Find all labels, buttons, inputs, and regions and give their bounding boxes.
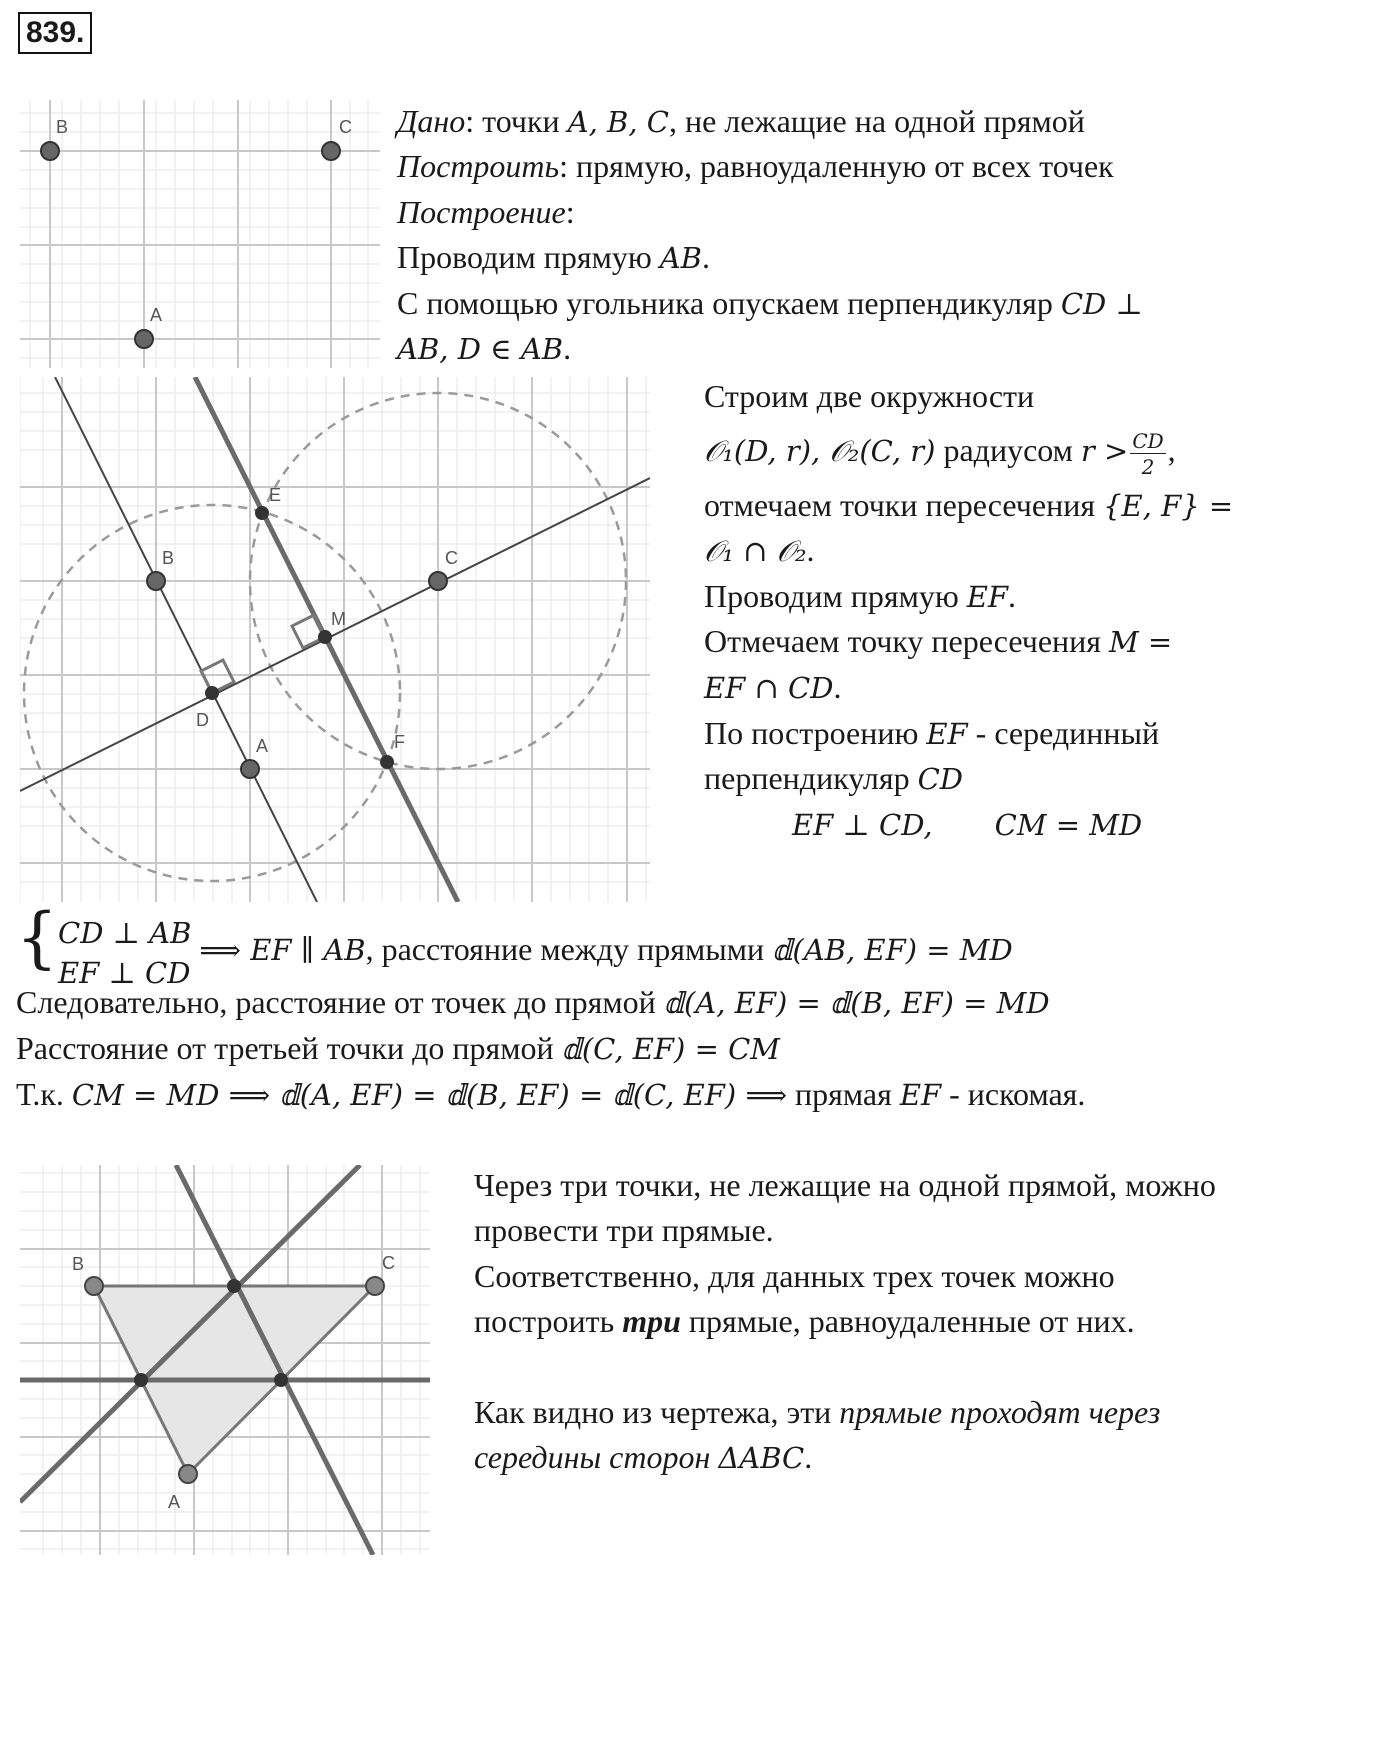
text-construction-line: Построение: xyxy=(397,194,575,230)
label-e: E xyxy=(269,485,282,505)
point-c xyxy=(366,1277,384,1295)
text-three-lines-cont: провести три прямые. xyxy=(474,1212,774,1248)
system-of-conditions: CD ⊥ AB EF ⊥ CD xyxy=(58,915,192,990)
label-d: D xyxy=(196,710,209,730)
text-three-equidistant: построить три прямые, равноудаленные от них. xyxy=(474,1303,1135,1339)
point-d xyxy=(205,686,219,700)
label-m: M xyxy=(331,609,346,629)
text-point-m: Отмечаем точку пересечения M = xyxy=(704,623,1173,659)
major-grid xyxy=(20,100,380,368)
point-b xyxy=(147,572,165,590)
text-intersections-cont: 𝒪₁ ∩ 𝒪₂. xyxy=(704,532,815,568)
figure-given-points xyxy=(20,100,380,368)
text-consequence: Следовательно, расстояние от точек до прямой 𝕕(A, EF) = 𝕕(B, EF) = MD xyxy=(16,984,1050,1020)
figure-construction xyxy=(20,377,650,902)
text-line-ef: Проводим прямую EF. xyxy=(704,578,1017,614)
major-grid xyxy=(20,377,650,902)
fraction-cd-2: $\frac{CD}{2}$ xyxy=(1132,428,1164,479)
brace: { xyxy=(16,899,58,976)
label-a: A xyxy=(150,305,163,325)
point-a xyxy=(241,760,259,778)
text-step-perp-cont: AB, D ∈ AB. xyxy=(397,330,572,366)
text-bisector-cont: перпендикуляр CD xyxy=(704,760,964,796)
text-midpoints: Как видно из чертежа, эти прямые проходят через xyxy=(474,1394,1161,1430)
point-f xyxy=(380,755,394,769)
minor-grid xyxy=(20,100,380,368)
label-b: B xyxy=(72,1254,85,1274)
label-a: A xyxy=(256,736,269,756)
line-ab xyxy=(55,377,317,902)
label-f: F xyxy=(394,732,405,752)
label-b: B xyxy=(162,548,175,568)
text-construct-line: Построить: прямую, равноудаленную от всех точек xyxy=(397,148,1114,184)
midpoint-bc xyxy=(227,1279,241,1293)
text-step-perp: С помощью угольника опускаем перпендикуляр CD ⊥ xyxy=(397,285,1143,321)
label-b: B xyxy=(56,117,69,137)
midpoint-ac xyxy=(274,1373,288,1387)
text-step-ab: Проводим прямую AB. xyxy=(397,239,710,275)
point-c xyxy=(322,142,340,160)
problem-number: 839. xyxy=(18,12,92,54)
text-third-point: Расстояние от третьей точки до прямой 𝕕(C, EF) = CM xyxy=(16,1030,780,1066)
midpoint-ab xyxy=(134,1373,148,1387)
label-a: A xyxy=(168,1492,181,1512)
text-conclusion: Т.к. CM = MD ⟹ 𝕕(A, EF) = 𝕕(B, EF) = 𝕕(C, EF) ⟹ прямая EF - искомая. xyxy=(16,1076,1086,1112)
text-given-line: Дано: точки A, B, C, не лежащие на одной прямой xyxy=(397,103,1085,139)
minor-grid xyxy=(20,377,650,902)
text-midpoints-cont: середины сторон ΔABC. xyxy=(474,1439,813,1475)
label-c: C xyxy=(445,548,458,568)
point-c xyxy=(429,572,447,590)
point-a xyxy=(135,330,153,348)
text-system: { CD ⊥ AB EF ⊥ CD ⟹ EF ∥ AB, расстояние между прямыми 𝕕(AB, EF) = MD xyxy=(16,905,1013,993)
point-m xyxy=(318,630,332,644)
text-three-lines: Через три точки, не лежащие на одной прямой, можно xyxy=(474,1167,1216,1203)
text-circles-radius: 𝒪₁(D, r), 𝒪₂(C, r) радиусом r > $\frac{CD}{2}$ , xyxy=(704,428,1176,479)
text-intersections: отмечаем точки пересечения {E, F} = xyxy=(704,487,1234,523)
point-e xyxy=(255,506,269,520)
point-a xyxy=(179,1465,197,1483)
text-circles: Строим две окружности xyxy=(704,378,1035,414)
point-b xyxy=(85,1277,103,1295)
text-bisector: По построению EF - серединный xyxy=(704,715,1160,751)
text-correspondingly: Соответственно, для данных трех точек можно xyxy=(474,1258,1115,1294)
label-c: C xyxy=(339,117,352,137)
point-b xyxy=(41,142,59,160)
label-c: C xyxy=(382,1253,395,1273)
text-point-m-cont: EF ∩ CD. xyxy=(704,669,842,705)
figure-three-lines xyxy=(20,1165,430,1555)
text-result-formula: EF ⊥ CD, CM = MD xyxy=(792,808,1143,842)
